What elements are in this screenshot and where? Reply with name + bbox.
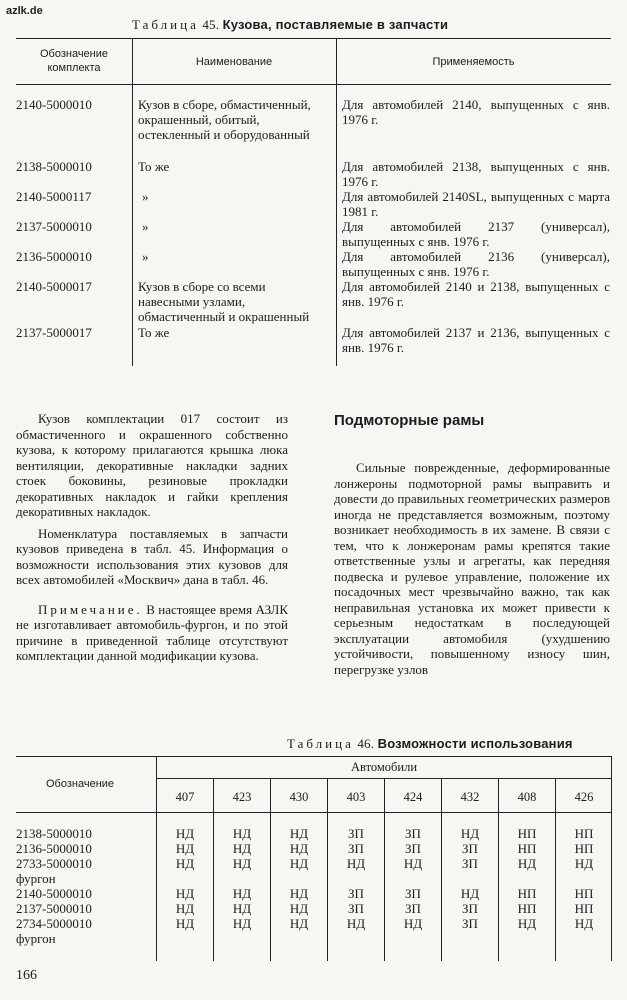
note-paragraph — [16, 602, 288, 664]
table45 — [16, 38, 611, 366]
row-code: фургон — [16, 931, 56, 946]
row-code: 2734-5000010 — [16, 916, 92, 931]
table-cell: НП — [574, 826, 594, 841]
table-cell: НД — [289, 841, 309, 856]
table45-top-rule — [16, 38, 611, 39]
table-row — [16, 841, 611, 856]
table-cell: НД — [574, 856, 594, 871]
row-use: Для автомобилей 2137 (универсал), выпущенных с янв. 1976 г. — [342, 219, 610, 249]
row-code: 2136-5000010 — [16, 841, 92, 856]
table-cell: НП — [574, 901, 594, 916]
model-header: 408 — [517, 790, 537, 804]
table-row — [16, 931, 611, 946]
row-code: 2136-5000010 — [16, 249, 92, 264]
table-row — [16, 916, 611, 931]
table46 — [16, 756, 611, 961]
table-cell: НД — [517, 916, 537, 931]
table-cell: ЗП — [462, 916, 478, 931]
table45-header-rule — [16, 84, 611, 85]
table46-caption-word: Таблица — [287, 736, 354, 751]
table-cell: НП — [517, 826, 537, 841]
table-cell: НП — [517, 901, 537, 916]
table-cell: НД — [289, 826, 309, 841]
table-cell: ЗП — [405, 826, 421, 841]
paragraph: Номенклатура поставляемых в запчасти кузовов приведена в табл. 45. Информация о возможности использования этих кузовов для всех автомобилей «Москвич» дана в табл. 46. — [16, 525, 288, 587]
table-cell: НП — [574, 886, 594, 901]
table-cell: НД — [403, 916, 423, 931]
row-use: Для автомобилей 2136 (универсал), выпущенных с янв. 1976 г. — [342, 249, 610, 279]
table-cell: НД — [175, 901, 195, 916]
table-cell: ЗП — [405, 886, 421, 901]
table-cell: НП — [574, 841, 594, 856]
row-code: 2140-5000117 — [16, 189, 92, 204]
row-code: фургон — [16, 871, 56, 886]
table-cell: НД — [175, 841, 195, 856]
table-cell: НП — [517, 886, 537, 901]
row-code: 2140-5000010 — [16, 886, 92, 901]
table-cell: ЗП — [405, 841, 421, 856]
table46-top-rule — [16, 756, 611, 757]
table45-col-divider-2 — [336, 38, 337, 366]
row-use: Для автомобилей 2137 и 2136, выпущенных с янв. 1976 г. — [342, 325, 610, 355]
table-cell: НД — [175, 916, 195, 931]
table46-caption — [287, 736, 573, 752]
table-cell: НД — [175, 886, 195, 901]
table-cell: НД — [403, 856, 423, 871]
row-code: 2137-5000010 — [16, 219, 92, 234]
table-cell: ЗП — [405, 901, 421, 916]
model-header: 426 — [574, 790, 594, 804]
row-name: Кузов в сборе со всеми навесными узлами, обмастиченный и окрашенный — [138, 279, 310, 324]
table-cell: ЗП — [462, 901, 478, 916]
table-cell: ЗП — [348, 901, 364, 916]
table-cell: НД — [346, 856, 366, 871]
table-cell: НД — [289, 901, 309, 916]
row-use: Для автомобилей 2138, выпущенных с янв. 1976 г. — [342, 159, 610, 189]
row-code: 2140-5000017 — [16, 279, 92, 294]
table-cell: ЗП — [348, 826, 364, 841]
table45-col-divider-1 — [132, 38, 133, 366]
page-number: 166 — [16, 968, 37, 983]
table-cell: ЗП — [348, 886, 364, 901]
paragraph: Кузов комплектации 017 состоит из обмастиченного и окрашенного собственно кузова, к которому прилагаются крышка люка вентиляции, декоративные накладки задних стоек боковины, резиновые прокладки декоративных накладок и гайки крепления декоративных накладок. — [16, 411, 288, 519]
table-cell: НД — [289, 916, 309, 931]
table-cell: ЗП — [348, 841, 364, 856]
section-heading: Подмоторные рамы — [334, 412, 485, 429]
table46-caption-num: 46. — [357, 736, 375, 751]
table-cell: НД — [175, 856, 195, 871]
table-cell: НД — [517, 856, 537, 871]
row-use: Для автомобилей 2140SL, выпущенных с марта 1981 г. — [342, 189, 610, 219]
row-code: 2138-5000010 — [16, 159, 92, 174]
table-row — [16, 901, 611, 916]
row-code: 2140-5000010 — [16, 97, 92, 112]
table-cell: ЗП — [462, 856, 478, 871]
row-name: То же — [138, 159, 170, 174]
table46-header-rule — [16, 812, 611, 813]
table46-caption-title: Возможности использования — [377, 736, 573, 751]
table-cell: НП — [517, 841, 537, 856]
paragraph: Сильные поврежденные, деформированные лонжероны подмоторной рамы выправить и довести до правильных геометрических размеров иногда не представляется возможным, поэтому возникает необходимость в их замене. В связи с тем, что к лонжеронам рамы крепятся такие ответственные узлы и агрегаты, как передняя подвеска и рулевое управление, положение их посадочных мест чрезвычайно важно, так как неправильная установка их может привести к серьезным недостаткам в последующей эксплуатации автомобиля (ухудшению устойчивости, повышенному износу шин, перегрузке узлов — [334, 460, 610, 677]
table-row — [16, 826, 611, 841]
table-cell: НД — [346, 916, 366, 931]
watermark: azlk.de — [6, 5, 43, 17]
row-name: То же — [138, 325, 170, 340]
row-use: Для автомобилей 2140, выпущенных с янв. 1976 г. — [342, 97, 610, 127]
table-row — [16, 856, 611, 871]
table-cell: НД — [232, 841, 252, 856]
row-name: Кузов в сборе, обмастиченный, окрашенный, обитый, остекленный и оборудованный — [138, 97, 311, 142]
table45-caption-word: Таблица — [132, 17, 199, 32]
model-header: 423 — [232, 790, 252, 804]
table45-header-use: Применяемость — [432, 56, 515, 68]
table-cell: НД — [175, 826, 195, 841]
left-column — [16, 411, 288, 664]
table-cell: НД — [289, 886, 309, 901]
row-use: Для автомобилей 2140 и 2138, выпущенных с янв. 1976 г. — [342, 279, 610, 309]
model-header: 407 — [175, 790, 195, 804]
table-cell: ЗП — [462, 841, 478, 856]
model-header: 430 — [289, 790, 309, 804]
model-header: 424 — [403, 790, 423, 804]
table-row — [16, 871, 611, 886]
table-cell: НД — [289, 856, 309, 871]
table46-header-group: Автомобили — [350, 760, 418, 774]
table-cell: НД — [232, 901, 252, 916]
note-text: В настоящее время АЗЛК не изготавливает автомобиль-фургон, и по этой причине в приведенной таблице отсутствуют комплектации данной модификации кузова. — [16, 601, 288, 663]
row-code: 2137-5000017 — [16, 325, 92, 340]
row-code: 2138-5000010 — [16, 826, 92, 841]
table-cell: НД — [232, 826, 252, 841]
model-header: 432 — [460, 790, 480, 804]
table-cell: НД — [460, 886, 480, 901]
row-name: » — [142, 219, 149, 234]
table-row — [16, 886, 611, 901]
note-label: Примечание. — [38, 601, 143, 617]
table-cell: НД — [460, 826, 480, 841]
table45-caption — [132, 17, 448, 33]
table45-header-name: Наименование — [195, 56, 273, 68]
row-code: 2733-5000010 — [16, 856, 92, 871]
table-cell: НД — [232, 916, 252, 931]
table45-caption-title: Кузова, поставляемые в запчасти — [222, 17, 449, 32]
table46-header-code: Обозначение — [46, 778, 115, 790]
table46-body — [16, 826, 611, 946]
row-name: » — [142, 249, 149, 264]
table45-header-code: Обозначение комплекта — [39, 48, 109, 74]
row-code: 2137-5000010 — [16, 901, 92, 916]
model-header: 403 — [346, 790, 366, 804]
row-name: » — [142, 189, 149, 204]
table-cell: НД — [232, 886, 252, 901]
table-cell: НД — [574, 916, 594, 931]
table45-caption-num: 45. — [202, 17, 220, 32]
table-cell: НД — [232, 856, 252, 871]
right-column — [334, 460, 610, 677]
